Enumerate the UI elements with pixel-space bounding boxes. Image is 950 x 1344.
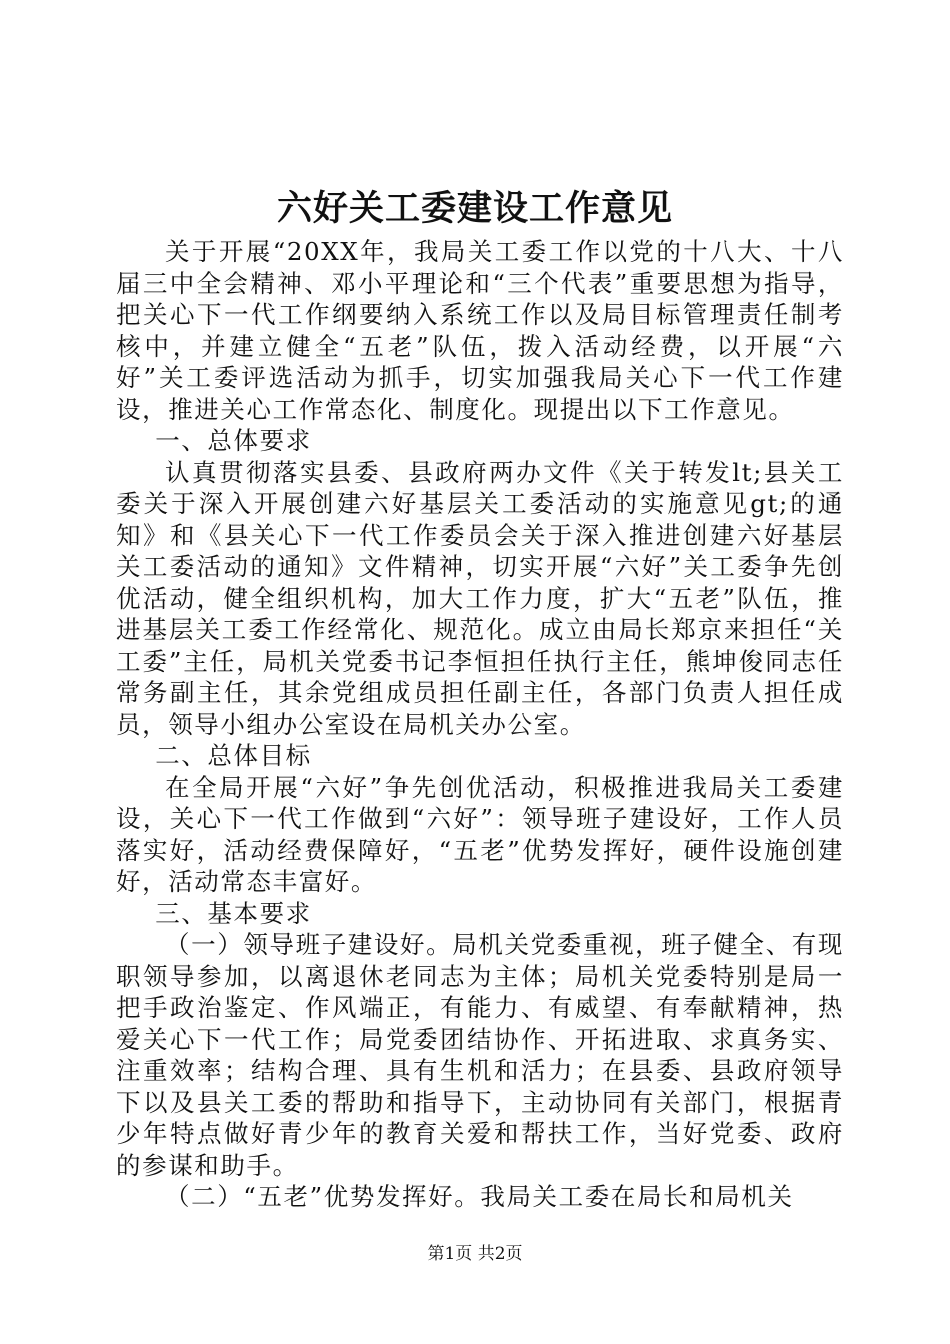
general-requirements-paragraph: 认真贯彻落实县委、县政府两办文件《关于转发lt;县关工委关于深入开展创建六好基层关工委活动的实施意见gt;的通知》和《县关心下一代工作委员会关于深入推进创建六好基层关工委活动的通知》文件精神，切实开展“六好”关工委争先创优活动，健全组织机构，加大工作力度，扩大“五老”队伍，推进基层关工委工作经常化、规范化。成立由局长郑京来担任“关工委”主任，局机关党委书记李恒担任执行主任，熊坤俊同志任常务副主任，其余党组成员担任副主任，各部门负责人担任成员，领导小组办公室设在局机关办公室。	[116, 457, 844, 739]
section-heading-general-goals: 二、总体目标	[155, 741, 312, 770]
page-number-footer: 第1页 共2页	[427, 1244, 523, 1264]
document-title: 六好关工委建设工作意见	[276, 188, 673, 229]
general-goals-paragraph: 在全局开展“六好”争先创优活动，积极推进我局关工委建设，关心下一代工作做到“六好”：领导班子建设好，工作人员落实好，活动经费保障好，“五老”优势发挥好，硬件设施创建好，活动常态丰富好。	[116, 772, 844, 896]
intro-paragraph: 关于开展“20XX年，我局关工委工作以党的十八大、十八届三中全会精神、邓小平理论和“三个代表”重要思想为指导，把关心下一代工作纲要纳入系统工作以及局目标管理责任制考核中，并建立健全“五老”队伍，拨入活动经费，以开展“六好”关工委评选活动为抓手，切实加强我局关心下一代工作建设，推进关心工作常态化、制度化。现提出以下工作意见。	[116, 237, 844, 424]
section-heading-basic-requirements: 三、基本要求	[155, 898, 312, 928]
basic-requirement-item-2: （二）“五老”优势发挥好。我局关工委在局长和局机关	[165, 1182, 794, 1211]
basic-requirement-item-1: （一）领导班子建设好。局机关党委重视，班子健全、有现职领导参加，以离退休老同志为主体；局机关党委特别是局一把手政治鉴定、作风端正，有能力、有威望、有奉献精神，热爱关心下一代工作；局党委团结协作、开拓进取、求真务实、注重效率；结构合理、具有生机和活力；在县委、县政府领导下以及县关工委的帮助和指导下，主动协同有关部门，根据青少年特点做好青少年的教育关爱和帮扶工作，当好党委、政府的参谋和助手。	[116, 930, 844, 1180]
document-body	[116, 236, 844, 1213]
section-heading-general-requirements: 一、总体要求	[155, 426, 312, 455]
